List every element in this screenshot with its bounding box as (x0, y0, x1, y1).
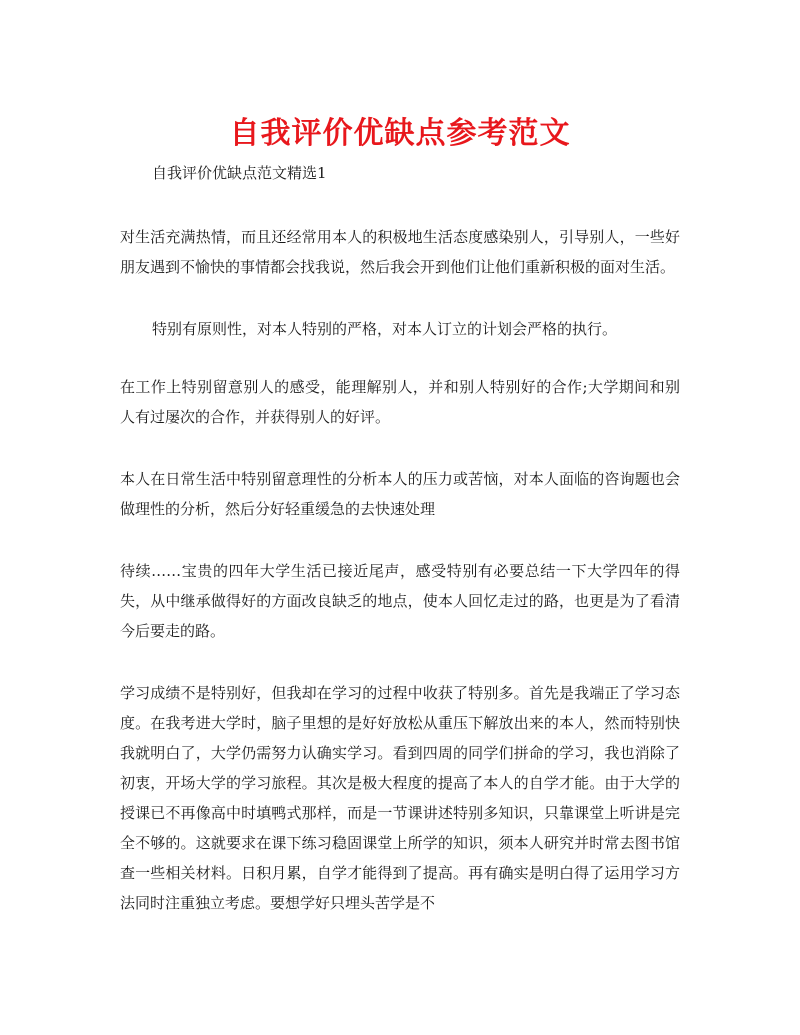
paragraph-4: 本人在日常生活中特别留意理性的分析本人的压力或苦恼，对本人面临的咨询题也会做理性的分析，然后分好轻重缓急的去快速处理 (120, 470, 680, 518)
document-title: 自我评价优缺点参考范文 (229, 116, 571, 151)
paragraph-2: 特别有原则性，对本人特别的严格，对本人订立的计划会严格的执行。 (152, 320, 618, 338)
document-subtitle: 自我评价优缺点范文精选1 (152, 164, 327, 182)
paragraph-5: 待续……宝贵的四年大学生活已接近尾声，感受特别有必要总结一下大学四年的得失，从中继承做得好的方面改良缺乏的地点，使本人回忆走过的路，也更是为了看清今后要走的路。 (120, 562, 680, 640)
paragraph-1: 对生活充满热情，而且还经常用本人的积极地生活态度感染别人，引导别人，一些好朋友遇到不愉快的事情都会找我说，然后我会开到他们让他们重新积极的面对生活。 (120, 228, 680, 276)
paragraph-6: 学习成绩不是特别好，但我却在学习的过程中收获了特别多。首先是我端正了学习态度。在我考进大学时，脑子里想的是好好放松从重压下解放出来的本人，然而特别快我就明白了，大学仍需努力认确实学习。看到四周的同学们拼命的学习，我也消除了初衷，开场大学的学习旅程。其次是极大程度的提高了本人的自学才能。由于大学的授课已不再像高中时填鸭式那样，而是一节课讲述特别多知识，只靠课堂上听讲是完全不够的。这就要求在课下练习稳固课堂上所学的知识，须本人研究并时常去图书馆查一些相关材料。日积月累，自学才能得到了提高。再有确实是明白得了运用学习方法同时注重独立考虑。要想学好只埋头苦学是不 (120, 684, 680, 912)
paragraph-3: 在工作上特别留意别人的感受，能理解别人，并和别人特别好的合作;大学期间和别人有过屡次的合作，并获得别人的好评。 (120, 378, 680, 426)
